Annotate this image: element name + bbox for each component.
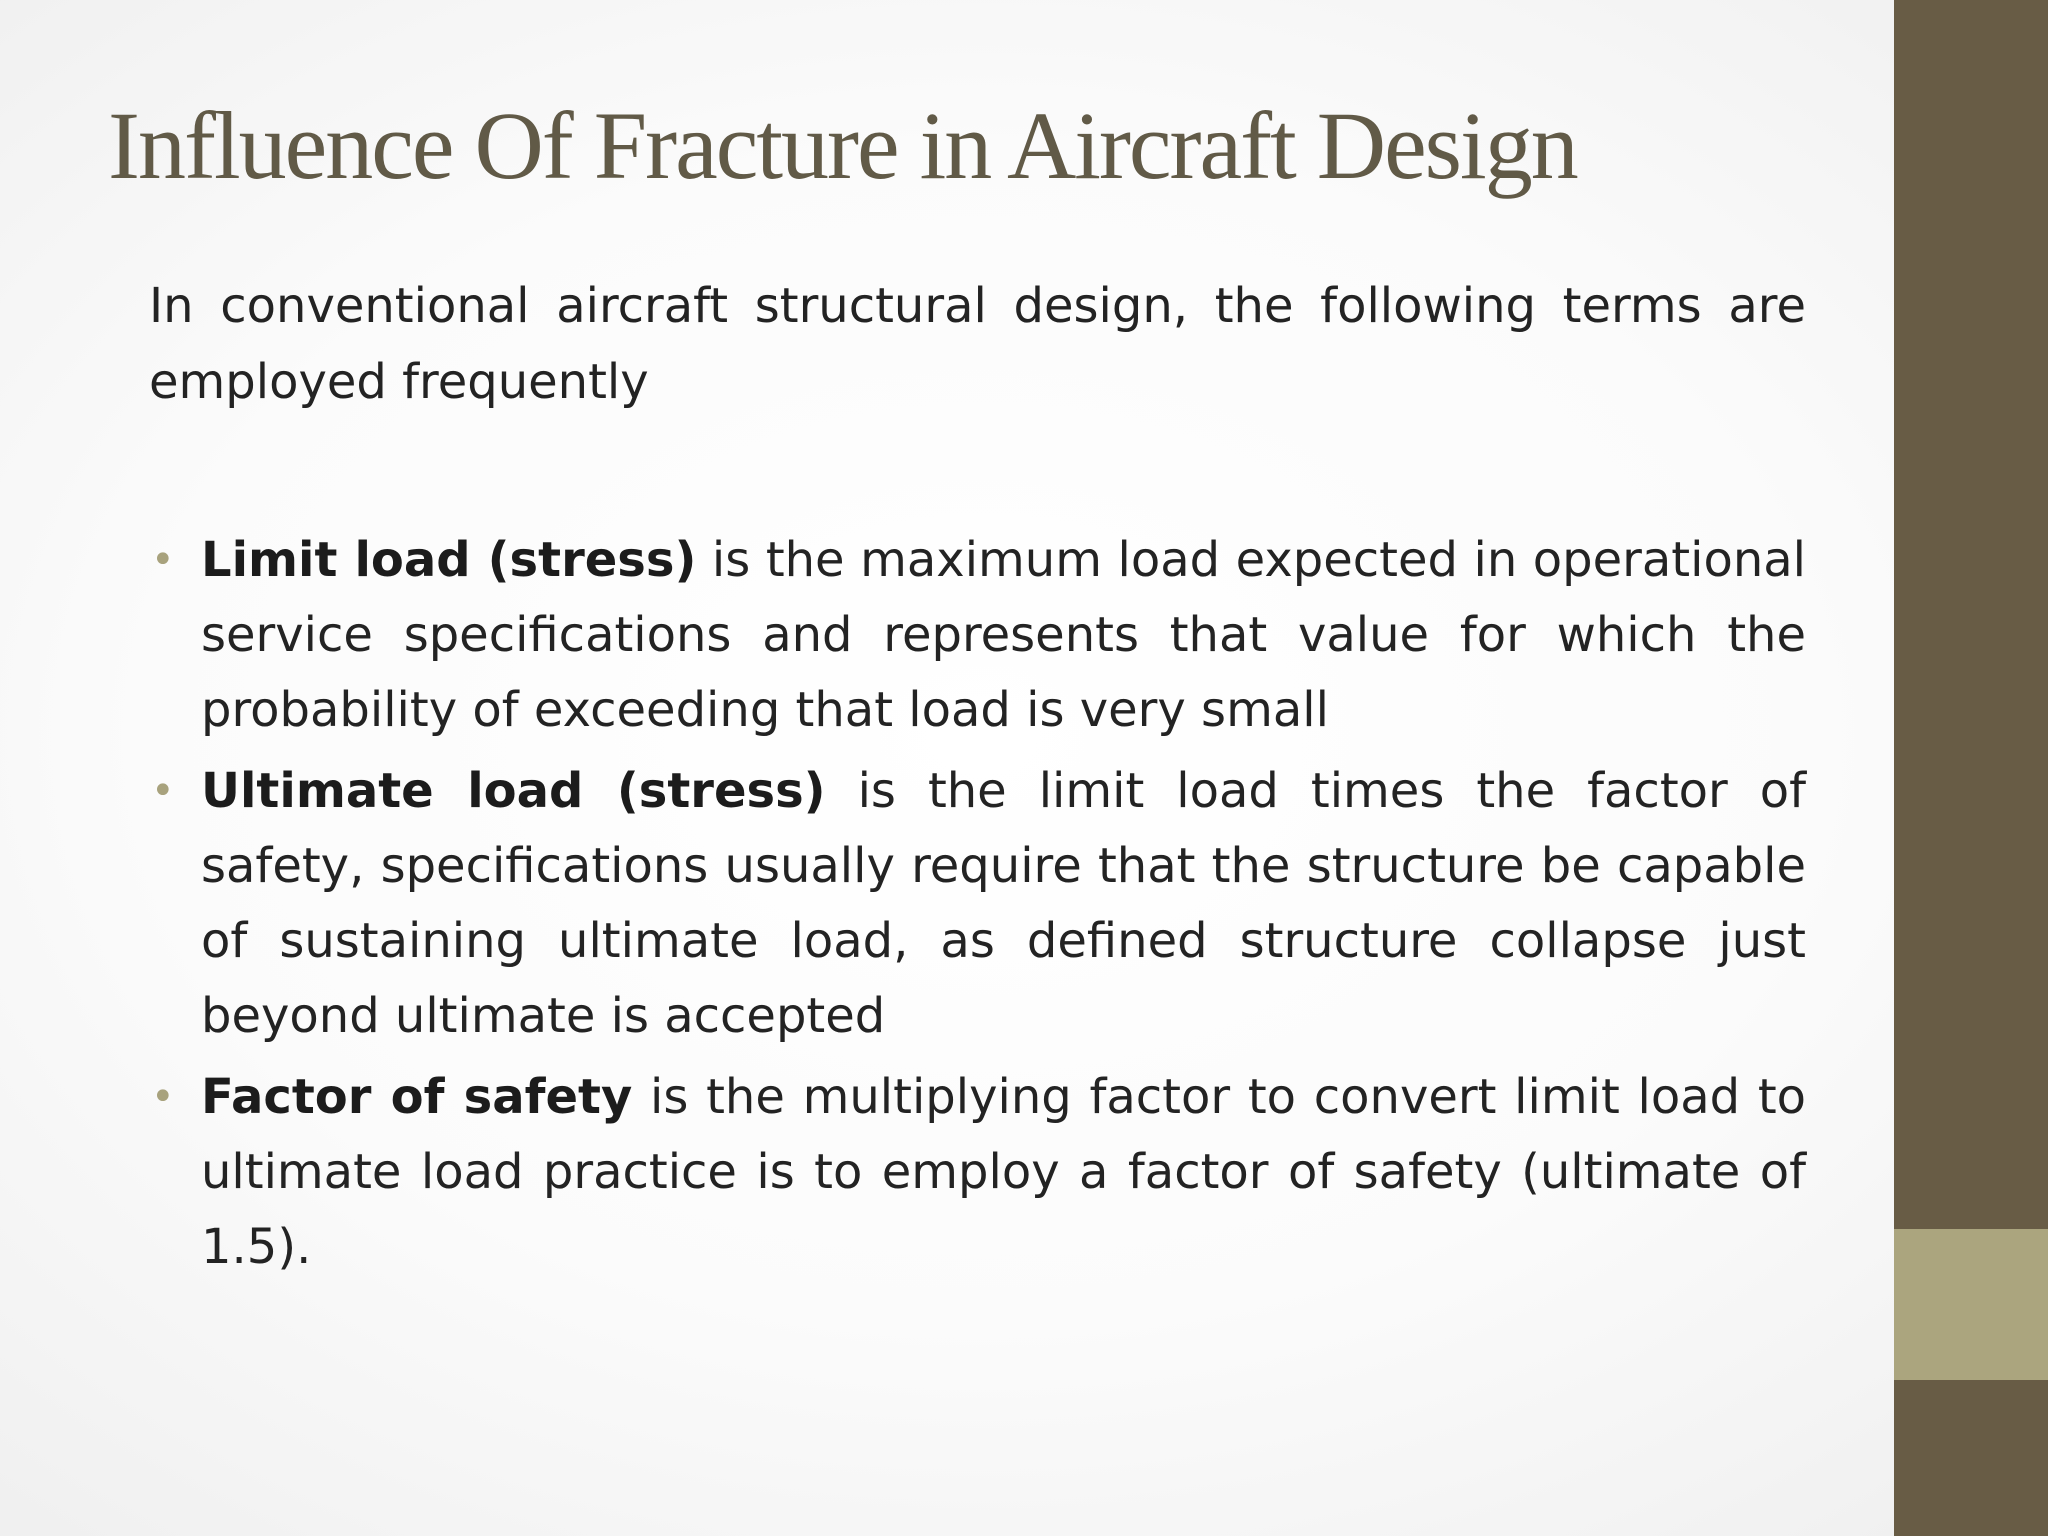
- bullet-list: [149, 523, 1806, 1291]
- bullet-text: is the maximum load expected in operational service specifications and represents that value for which the probability of exceeding that load is very small: [201, 532, 1807, 738]
- intro-paragraph: In conventional aircraft structural design, the following terms are employed frequently: [149, 278, 1806, 410]
- bullet-term: Factor of safety: [201, 1069, 633, 1125]
- bullet-term: Ultimate load (stress): [201, 763, 826, 819]
- bullet-text: is the limit load times the factor of safety, specifications usually require that the structure be capable of sustaining ultimate load, as defined structure collapse just beyond ultimate is accepted: [201, 763, 1807, 1044]
- bullet-term: Limit load (stress): [201, 532, 697, 588]
- slide-title: Influence Of Fracture in Aircraft Design: [108, 92, 1577, 199]
- bullet-item-factor-of-safety: [149, 1060, 1806, 1285]
- sidebar-accent-block: [1894, 1229, 2048, 1380]
- bullet-dot-icon: •: [151, 537, 175, 583]
- bullet-dot-icon: •: [151, 768, 175, 814]
- bullet-text: is the multiplying factor to convert limit load to ultimate load practice is to employ a factor of safety (ultimate of 1.5).: [201, 1069, 1807, 1275]
- bullet-dot-icon: •: [151, 1074, 175, 1120]
- bullet-item-ultimate-load: [149, 754, 1806, 1054]
- bullet-item-limit-load: [149, 523, 1806, 748]
